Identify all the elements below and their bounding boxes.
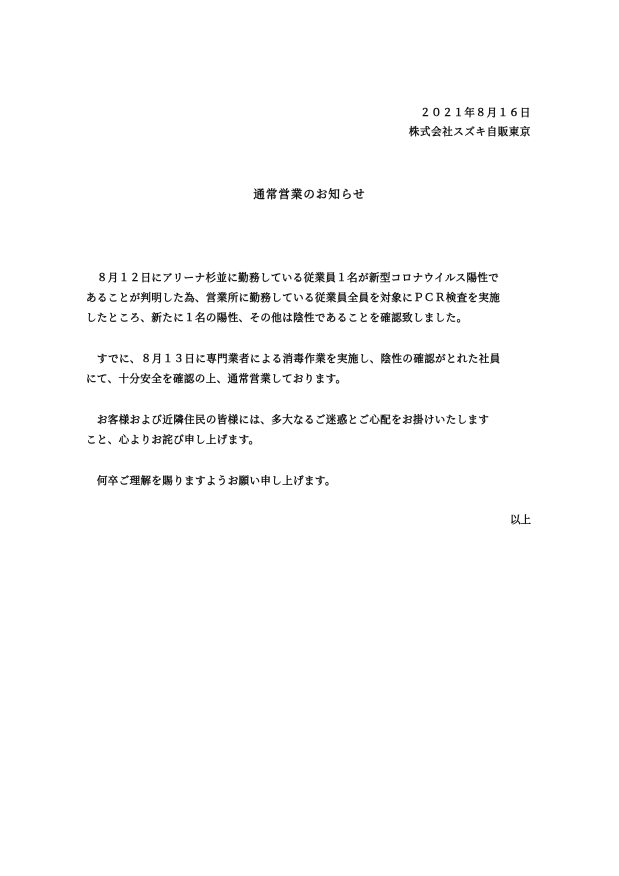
body-line: したところ、新たに１名の陽性、その他は陰性であることを確認致しました。 (86, 312, 468, 324)
paragraph-request (86, 471, 536, 491)
body-line: こと、心よりお詫び申し上げます。 (86, 434, 260, 446)
body-line: あることが判明した為、営業所に勤務している従業員全員を対象にＰＣＲ検査を実施 (86, 292, 501, 304)
paragraph-infection-report (86, 268, 536, 328)
body-line: ８月１２日にアリーナ杉並に勤務している従業員１名が新型コロナウイルス陽性で (86, 272, 500, 284)
document-header (409, 104, 531, 142)
paragraph-apology (86, 410, 536, 450)
body-line: 何卒ご理解を賜りますようお願い申し上げます。 (86, 475, 336, 487)
body-line: すでに、８月１３日に専門業者による消毒作業を実施し、陰性の確認がとれた社員 (86, 353, 501, 365)
body-line: お客様および近隣住民の皆様には、多大なるご迷惑とご心配をお掛けいたします (86, 414, 490, 426)
body-line: にて、十分安全を確認の上、通常営業しております。 (86, 373, 347, 385)
issue-date: ２０２１年８月１６日 (420, 107, 531, 119)
document-title: 通常営業のお知らせ (253, 187, 366, 201)
document-body (86, 268, 536, 512)
closing-mark: 以上 (510, 514, 531, 526)
company-name: 株式会社スズキ自販東京 (408, 126, 531, 138)
paragraph-disinfection (86, 349, 536, 389)
